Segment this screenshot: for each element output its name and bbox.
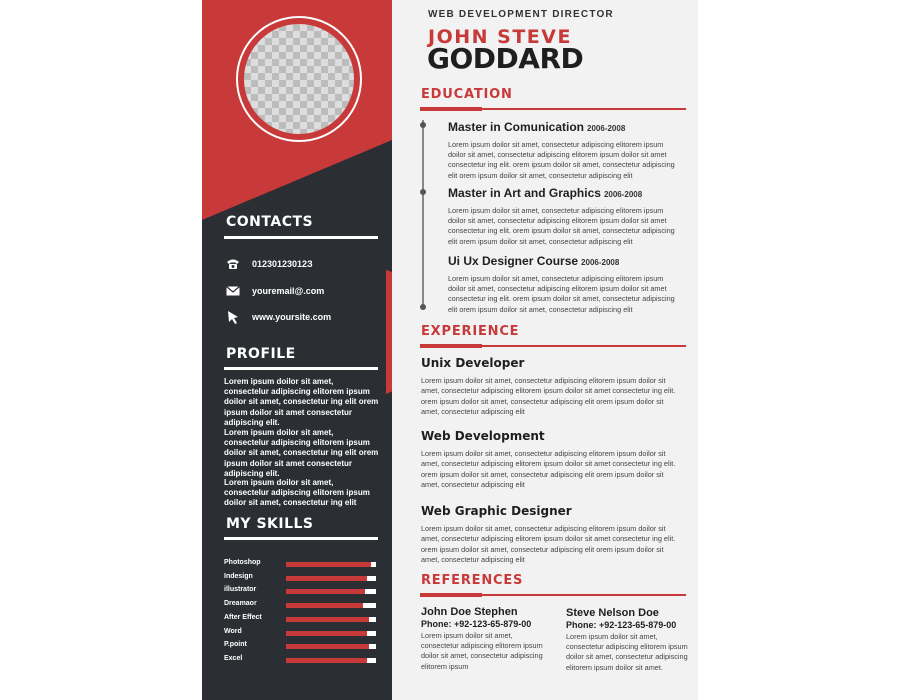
skill-bar-track [286, 576, 376, 581]
experience-item-title: Web Graphic Designer [421, 504, 572, 518]
contacts-divider [224, 236, 378, 239]
skill-bar-fill [286, 631, 367, 636]
skill-bar-track [286, 617, 376, 622]
skill-bar-track [286, 658, 376, 663]
profile-photo-placeholder [244, 24, 354, 134]
education-item-body: Lorem ipsum doilor sit amet, consectetur adipiscing elitorem ipsum doilor sit amet, consectetur adipiscing elitorem ipsum doilor sit amet consectetur ing elit. orem ipsum doilor sit amet, consectetur adipiscing elit orem ipsum doilor sit amet, consectetur adipiscing elit [448, 274, 675, 314]
experience-heading: EXPERIENCE [421, 324, 520, 339]
skill-label: Dreamaor [224, 600, 257, 608]
skill-row [224, 614, 384, 626]
experience-item-body: Lorem ipsum doilor sit amet, consectetur adipiscing elitorem ipsum doilor sit amet, consectetur adipiscing elitorem ipsum doilor sit amet consectetur ing elit. orem ipsum doilor sit amet, consectetur adipiscing elit orem ipsum doilor sit amet, consectetur adipiscing elit [421, 376, 676, 416]
profile-divider [224, 367, 378, 370]
experience-item-body: Lorem ipsum doilor sit amet, consectetur adipiscing elitorem ipsum doilor sit amet, consectetur adipiscing elitorem ipsum doilor sit amet consectetur ing elit. orem ipsum doilor sit amet, consectetur adipiscing elit orem ipsum doilor sit amet, consectetur adipiscing elit [421, 449, 676, 489]
timeline-dot [420, 189, 426, 195]
experience-item-body: Lorem ipsum doilor sit amet, consectetur adipiscing elitorem ipsum doilor sit amet, consectetur adipiscing elitorem ipsum doilor sit amet consectetur ing elit. orem ipsum doilor sit amet, consectetur adipiscing elit orem ipsum doilor sit amet, consectetur adipiscing elit [421, 524, 676, 564]
mail-icon [224, 284, 242, 298]
skill-bar-fill [286, 658, 367, 663]
experience-rule-accent [420, 344, 482, 348]
references-rule-accent [420, 593, 482, 597]
skill-row [224, 573, 384, 585]
contact-website [224, 310, 331, 324]
reference-phone: Phone: +92-123-65-879-00 [421, 619, 532, 629]
profile-heading: PROFILE [226, 346, 296, 362]
contact-phone-text: 01230123012З [252, 259, 313, 269]
skill-row [224, 655, 384, 667]
first-name: JOHN STEVE [428, 26, 572, 48]
skill-bar-track [286, 589, 376, 594]
sidebar [202, 0, 392, 700]
skill-label: illustrator [224, 586, 257, 594]
skill-bar-track [286, 644, 376, 649]
education-degree: Master in Art and Graphics [448, 186, 601, 200]
skill-label: Word [224, 627, 242, 635]
skill-row [224, 628, 384, 640]
skill-label: Indesign [224, 572, 253, 580]
skill-row [224, 641, 384, 653]
skill-label: Excel [224, 654, 243, 662]
skill-bar-track [286, 631, 376, 636]
contact-phone [224, 257, 313, 271]
skill-bar-track [286, 603, 376, 608]
skill-bar-fill [286, 562, 371, 567]
education-item-body: Lorem ipsum doilor sit amet, consectetur adipiscing elitorem ipsum doilor sit amet, consectetur adipiscing elitorem ipsum doilor sit amet consectetur ing elit. orem ipsum doilor sit amet, consectetur adipiscing elit orem ipsum doilor sit amet, consectetur adipiscing elit [448, 206, 675, 246]
education-item-title [448, 120, 625, 134]
reference-name: John Doe Stephen [421, 606, 518, 618]
skill-bar-fill [286, 589, 365, 594]
contacts-heading: CONTACTS [226, 214, 314, 230]
education-years: 2006-2008 [581, 258, 620, 267]
skills-heading: MY SKILLS [226, 516, 314, 532]
contact-email-text[interactable]: youremail@.com [252, 286, 325, 296]
skill-bar-fill [286, 603, 363, 608]
contact-website-text[interactable]: www.yoursite.com [252, 312, 332, 322]
education-heading: EDUCATION [421, 87, 513, 102]
education-item-title [448, 186, 642, 200]
skills-divider [224, 537, 378, 540]
timeline-dot [420, 304, 426, 310]
skill-row [224, 600, 384, 612]
experience-item-title: Unix Developer [421, 356, 525, 370]
reference-name: Steve Nelson Doe [566, 607, 659, 619]
education-years: 2006-2008 [587, 124, 626, 133]
references-heading: REFERENCES [421, 573, 524, 588]
experience-item-title: Web Development [421, 429, 545, 443]
contact-email [224, 284, 324, 298]
education-degree: Master in Comunication [448, 120, 585, 134]
skill-bar-fill [286, 644, 369, 649]
education-rule-accent [420, 107, 482, 111]
cursor-icon [224, 310, 242, 324]
skill-row [224, 586, 384, 598]
phone-icon [224, 257, 242, 271]
last-name: GODDARD [427, 42, 584, 75]
skill-label: Photoshop [224, 559, 261, 566]
education-timeline [422, 120, 424, 308]
skill-bar-fill [286, 576, 367, 581]
reference-body: Lorem ipsum doilor sit amet, consectetur adipiscing elitorem ipsum doilor sit amet, consectetur adipiscing elitorem ipsum doilor sit amet. [566, 632, 688, 672]
profile-paragraph: Lorem ipsum doilor sit amet, consectelur adipiscing elitorem ipsum doilor sit amet, consectetur ing elit orem ipsum doilor sit amet consectetur adipiscing elit. [224, 428, 379, 478]
profile-paragraph: Lorem ipsum doilor sit amet, consectelur adipiscing elitorem ipsum doilor sit amet, consectetur ing elit orem ipsum doilor sit amet consectetur adipiscing elit. [224, 377, 379, 427]
skill-row [224, 559, 384, 571]
education-item-body: Lorem ipsum doilor sit amet, consectetur adipiscing elitorem ipsum doilor sit amet, consectetur adipiscing elitorem ipsum doilor sit amet consectetur ing elit. orem ipsum doilor sit amet, consectetur adipiscing elit orem ipsum doilor sit amet, consectetur adipiscing elit [448, 140, 675, 180]
education-degree: Ui Ux Designer Course [448, 254, 579, 268]
profile-paragraph: Lorem ipsum doilor sit amet, consectelur adipiscing elitorem ipsum doilor sit amet, consectetur ing elit [224, 478, 370, 508]
job-title: WEB DEVELOPMENT DIRECTOR [428, 9, 614, 20]
reference-body: Lorem ipsum doilor sit amet, consectetur adipiscing elitorem ipsum doilor sit amet, consectetur adipiscing elitorem ipsum [421, 631, 543, 671]
timeline-dot [420, 122, 426, 128]
skill-bar-track [286, 562, 376, 567]
skill-bar-fill [286, 617, 369, 622]
skill-label: P.point [224, 641, 247, 649]
education-item-title [448, 254, 619, 268]
reference-phone: Phone: +92-123-65-879-00 [566, 620, 677, 630]
education-years: 2006-2008 [603, 190, 643, 199]
skill-label: After Effect [224, 613, 262, 621]
